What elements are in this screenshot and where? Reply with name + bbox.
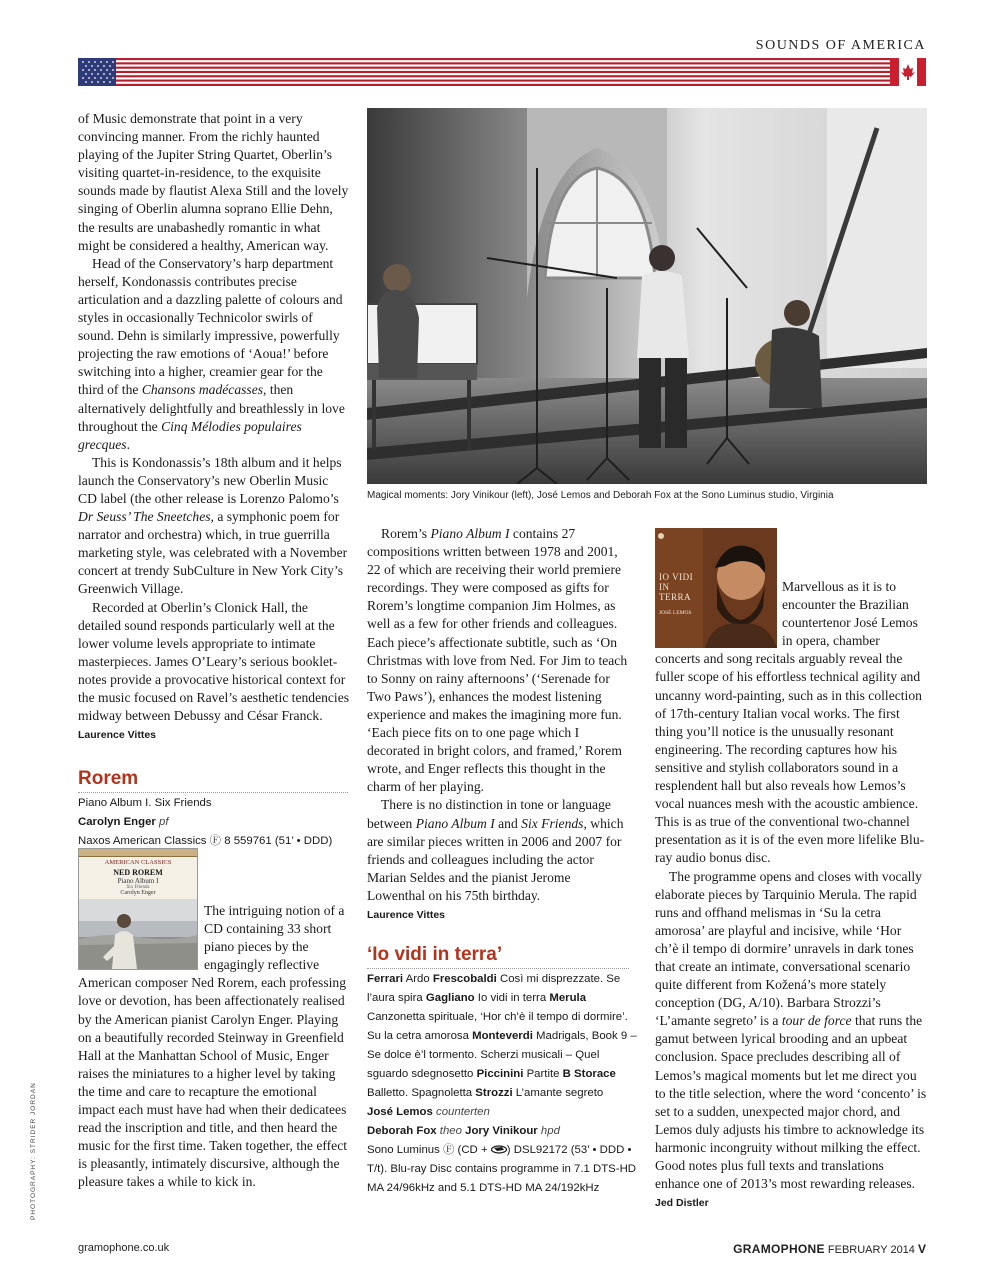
column-2-article xyxy=(367,525,629,924)
footer-website: gramophone.co.uk xyxy=(78,1242,170,1254)
repertoire-list: Ferrari Ardo Frescobaldi Così mi disprezzate. Se l’aura spira Gagliano Io vidi in terra Merula Canzonetta spirituale, ‘Hor ch’è il tempo di dormire’. Su la cetra amorosa Monteverdi Madrigals, Book 9 – Se dolce è’l tormento. Scherzi musicali – Quel sguardo sdegnosetto Piccinini Partite B Storace Balletto. Spagnoletta Strozzi L’amante segreto xyxy=(367,973,637,1099)
review-meta-rorem xyxy=(78,794,350,851)
paragraph: This is Kondonassis’s 18th album and it helps launch the Conservatory’s new Oberlin Music CD label (the other release is Lorenzo Palomo’s Dr Seuss’ The Sneetches, a symphonic poem for narrator and orchestra) which, in true guerrilla marketing style, was celebrated with a November concert at trendy SubCulture in New York City’s Greenwich Village. xyxy=(78,454,348,597)
album-cover-io-vidi: IO VIDI IN TERRA JOSÉ LEMOS xyxy=(655,528,777,648)
blu-ray-icon xyxy=(491,1145,507,1154)
review-title-rorem: Rorem xyxy=(78,768,348,793)
paragraph: There is no distinction in tone or language between Piano Album I and Six Friends, which are similar pieces written in 2006 and 2007 for friends and colleagues including the actor Marian Seldes and the pianist Jerome Lowenthal on his 75th birthday. xyxy=(367,797,624,903)
paragraph: Marvellous as it is to encounter the Brazilian countertenor José Lemos in opera, chamber concerts and song recitals arguably reveal the fuller scope of his effortless technical agility and uncanny word-painting, such as in this collection of 17th-century Italian vocal works. The first thing you’ll notice is the unusually resonant engineering. The recording captures how his sensitive and stylish collaborators sound in a resplendent hall but also reveals how Lemos’s vocal nuances mesh with the acoustic ambience. This is as true of the conventional two-channel presentation as it is of the even more lifelike Blu-ray audio bonus disc. xyxy=(655,579,925,866)
paragraph: The programme opens and closes with vocally elaborate pieces by Tarquinio Merula. The rapid runs and offhand melismas in ‘Su la cetra amorosa’ are playful and incisive, while ‘Hor ch’è il tempo di dormire’ unravels in dark tones that create an intimate, conversational scenario quite different from Kožená’s more stately conception (DG, A/10). Barbara Strozzi’s ‘L’amante segreto’ is a tour de force that runs the gamut between lyrical brooding and an upbeat conclusion. Space precludes describing all of Lemos’s magical moments but let me direct you to the title selection, where the word ‘concento’ is set to a sudden, unexpected major chord, and Lemos duly adjusts his timbre to acknowledge its harmonic incongruity without milking the effect. Good notes plus full texts and translations enhance one of 2013’s most rewarding releases. Jed Distler xyxy=(655,868,927,1210)
byline: Jed Distler xyxy=(655,1197,709,1210)
performers: Deborah Fox theo Jory Vinikour hpd xyxy=(367,1125,560,1137)
label-catalogue: Sono Luminus Ⓕ (CD + ) DSL92172 (53’ • DDD • T/t). Blu-ray Disc contains programme in 7.1 DTS-HD MA 24/96kHz and 5.1 DTS-HD MA 24/192kHz xyxy=(367,1144,637,1194)
album-cover-rorem: AMERICAN CLASSICS NED ROREM Piano Album I Six Friends Carolyn Enger xyxy=(78,848,198,970)
photo-caption: Magical moments: Jory Vinikour (left), José Lemos and Deborah Fox at the Sono Luminus studio, Virginia xyxy=(367,490,834,501)
review-title-io-vidi: ‘Io vidi in terra’ xyxy=(367,944,629,969)
singer: José Lemos counterten xyxy=(367,1106,490,1118)
studio-photo xyxy=(367,108,927,484)
performer: Carolyn Enger pf xyxy=(78,816,169,828)
photo-credit: PHOTOGRAPHY: STRIDER JORDAN xyxy=(30,1082,37,1220)
label-catalogue: Naxos American Classics Ⓕ 8 559761 (51’ • DDD) xyxy=(78,835,333,847)
paragraph: Head of the Conservatory’s harp department herself, Kondonassis contributes precise articulation and a dazzling palette of colours and styles in occasionally Technicolor swirls of sound. Dehn is similarly impressive, powerfully projecting the raw emotions of ‘Aoua!’ before switching into a higher, creamier gear for the third of the Chansons madécasses, then alternatively delightfully and breathlessly in love throughout the Cinq Mélodies populaires grecques. xyxy=(78,255,345,452)
flag-banner xyxy=(78,58,926,86)
paragraph: of Music demonstrate that point in a very convincing manner. From the richly haunted playing of the Jupiter String Quartet, Oberlin’s visiting quartet-in-residence, to the exquisite sounds made by flautist Alexa Still and the lovely singing of Oberlin alumna soprano Ellie Dehn, the results are unabashedly romantic in what might be considered a healthy, American way. xyxy=(78,111,349,253)
review-body-rorem: The intriguing notion of a CD containing 33 short piano pieces by the engagingly reflective American composer Ned Rorem, each professing love or devotion, has been affectionately realised by the American pianist Carolyn Enger. Playing on a beautifully recorded Steinway in Greenfield Hall at the Manhattan School of Music, Enger raises the miniatures to a higher level by taking the time and care to recapture the emotional impact each must have had when their dedicatees read the inscription and title, and then heard the music for the first time. Taken together, the effect is pleasantly, intimately discursive, although the pleasure takes a while to kick in. xyxy=(78,903,348,1190)
column-3-article xyxy=(655,578,927,1212)
byline: Laurence Vittes xyxy=(78,729,157,742)
paragraph: Recorded at Oberlin’s Clonick Hall, the detailed sound responds particularly well at the lower volume levels appropriate to intimate masterpieces. James O’Leary’s serious booklet-notes provide a provocative historical context for the music focused on Ravel’s aesthetic tendencies midway between Debussy and César Franck. Laurence Vittes xyxy=(78,599,350,742)
work-title: Piano Album I. Six Friends xyxy=(78,797,212,809)
section-title: SOUNDS OF AMERICA xyxy=(755,38,926,53)
byline: Laurence Vittes xyxy=(367,908,446,921)
paragraph: Rorem’s Piano Album I contains 27 compositions written between 1978 and 2001, 22 of which are receiving their world premiere recordings. They were composed as gifts for Rorem’s longtime companion Jim Holmes, as well as a few for other friends and colleagues. Each piece’s affectionate subtitle, such as ‘On Christmas with love from Ned. For Jim to teach to Sonny on rainy afternoons’ (‘Serenade for Two Paws’), enhances the modest listening experience and makes the imagining more fun. ‘Each piece fits on to one page which I decorated in bright colors, and framed,’ Rorem wrote, and Enger reflects this thought in the charm of her playing. xyxy=(367,526,628,795)
footer-issue: GRAMOPHONE FEBRUARY 2014 V xyxy=(733,1242,926,1256)
column-1-article xyxy=(78,110,350,744)
review-meta-io-vidi xyxy=(367,970,637,1198)
